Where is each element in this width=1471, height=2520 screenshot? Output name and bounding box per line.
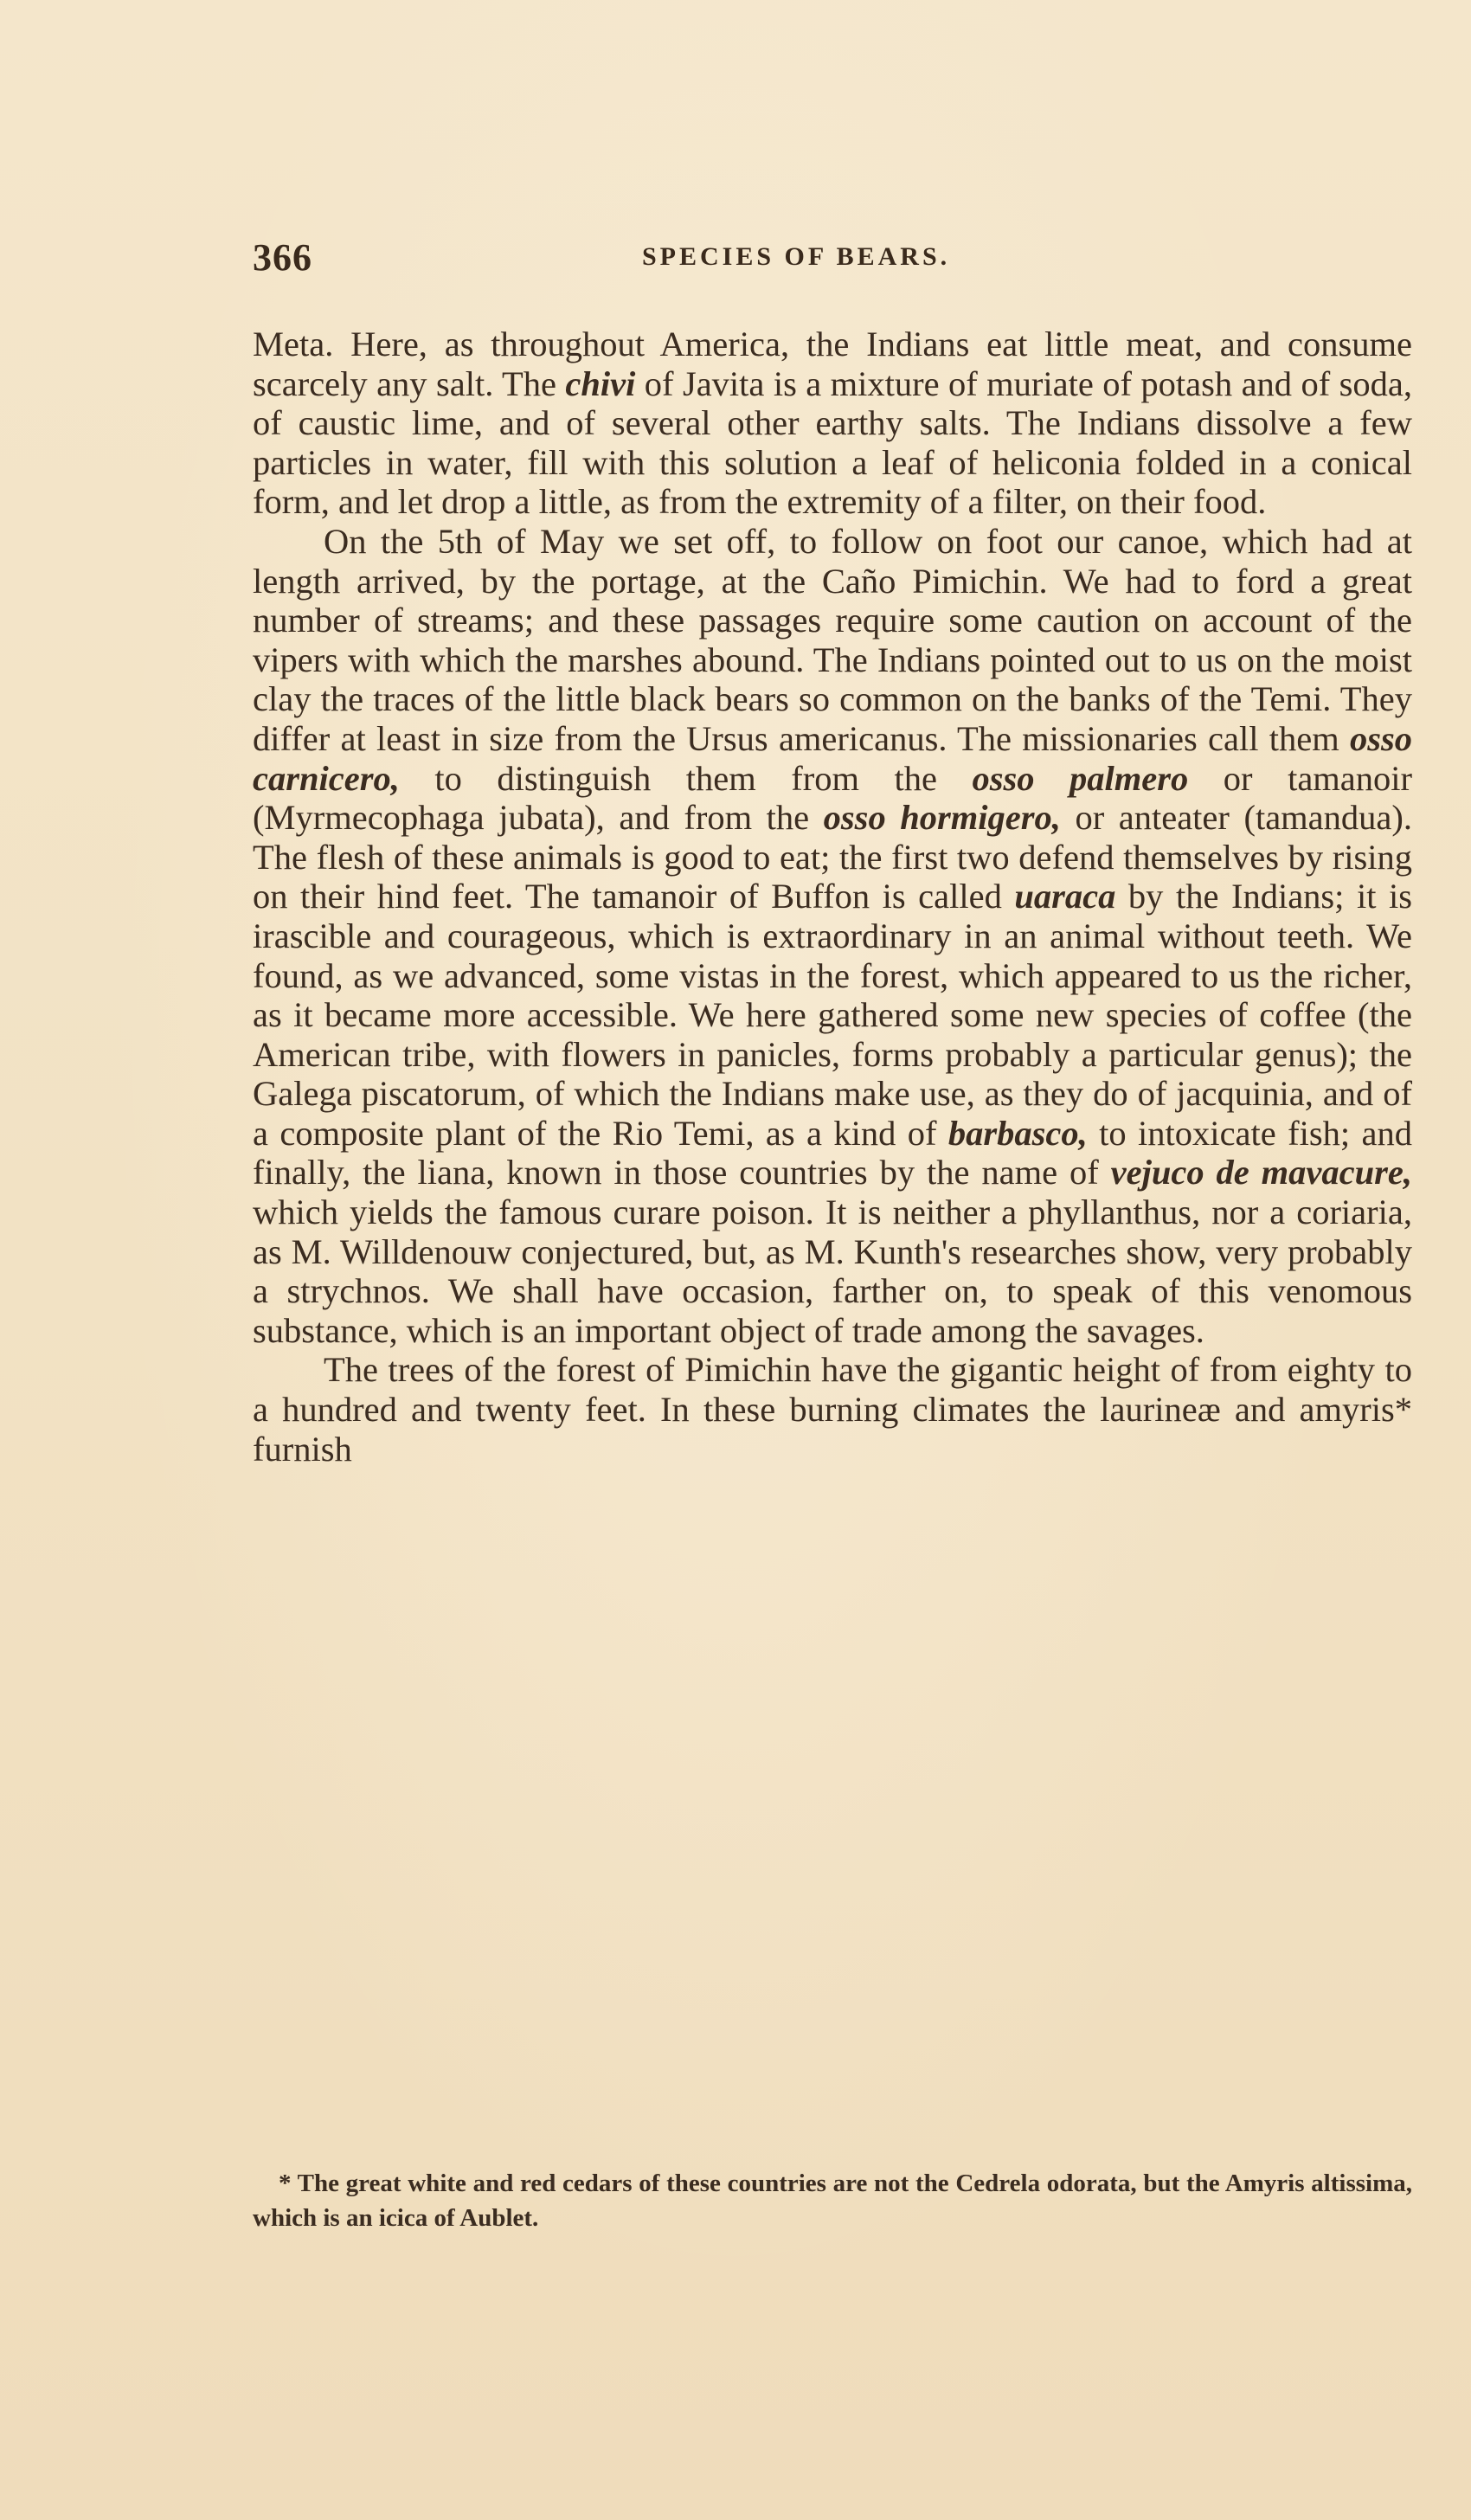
- text-run: The trees of the forest of Pimichin have the gigantic height of from eighty to a hundred and twenty feet. In these burning climates the laurineæ and amyris* furnish: [253, 1350, 1412, 1469]
- body-text: [253, 325, 1412, 1469]
- text-run: Meta. Here, as throughout America, the Indians eat little meat, and consume scarcely any salt. The: [253, 325, 1412, 403]
- paragraph: [253, 325, 1412, 522]
- paragraph: [253, 1350, 1412, 1469]
- text-run: or anteater (tamandua). The flesh of these animals is good to eat; the first two defend themselves by rising on their hind feet. The tamanoir of Buffon is called: [253, 798, 1412, 916]
- italic-term: osso carnicero,: [253, 718, 1412, 798]
- italic-term: osso palmero: [972, 758, 1189, 798]
- text-run: to intoxicate fish; and finally, the liana, known in those countries by the name of: [253, 1113, 1412, 1192]
- italic-term: uaraca: [1014, 877, 1116, 916]
- italic-term: osso hormigero,: [823, 798, 1061, 838]
- page-header: [253, 235, 1412, 287]
- text-run: to distinguish them from the: [399, 758, 973, 798]
- text-run: which yields the famous curare poison. It is neither a phyllanthus, nor a coriaria, as M. Willdenouw conjectured, but, as M. Kunth's researches show, very probably a strychnos. We shall have occasion, farther on, to speak of this venomous substance, which is an important object of trade among the savages.: [253, 1192, 1412, 1350]
- footnote-text: * The great white and red cedars of these countries are not the Cedrela odorata, but the Amyris altissima, which is an icica of Aublet.: [253, 2170, 1412, 2232]
- page-number: 366: [253, 236, 312, 279]
- italic-term: barbasco,: [947, 1113, 1088, 1153]
- text-run: or tamanoir (Myrmecophaga jubata), and from the: [253, 758, 1413, 838]
- text-run: by the Indians; it is irascible and courageous, which is extraordinary in an animal without teeth. We found, as we advanced, some vistas in the forest, which appeared to us the richer, as it became more accessible. We here gathered some new species of coffee (the American tribe, with flowers in panicles, forms probably a particular genus); the Galega piscatorum, of which the Indians make use, as they do of jacquinia, and of a composite plant of the Rio Temi, as a kind of: [253, 877, 1412, 1153]
- text-run: of Javita is a mixture of muriate of potash and of soda, of caustic lime, and of several other earthy salts. The Indians dissolve a few particles in water, fill with this solution a leaf of heliconia folded in a conical form, and let drop a little, as from the extremity of a filter, on their food.: [253, 363, 1412, 522]
- footnote: [253, 2166, 1412, 2235]
- italic-term: chivi: [565, 363, 636, 403]
- italic-term: vejuco de mavacure,: [1110, 1153, 1412, 1192]
- paragraph: [253, 522, 1412, 1350]
- text-run: On the 5th of May we set off, to follow on foot our canoe, which had at length arrived, by the portage, at the Caño Pimichin. We had to ford a great number of streams; and these passages require some caution on account of the vipers with which the marshes abound. The Indians pointed out to us on the moist clay the traces of the little black bears so common on the banks of the Temi. They differ at least in size from the Ursus americanus. The missionaries call them: [253, 521, 1412, 758]
- running-head: SPECIES OF BEARS.: [642, 242, 951, 271]
